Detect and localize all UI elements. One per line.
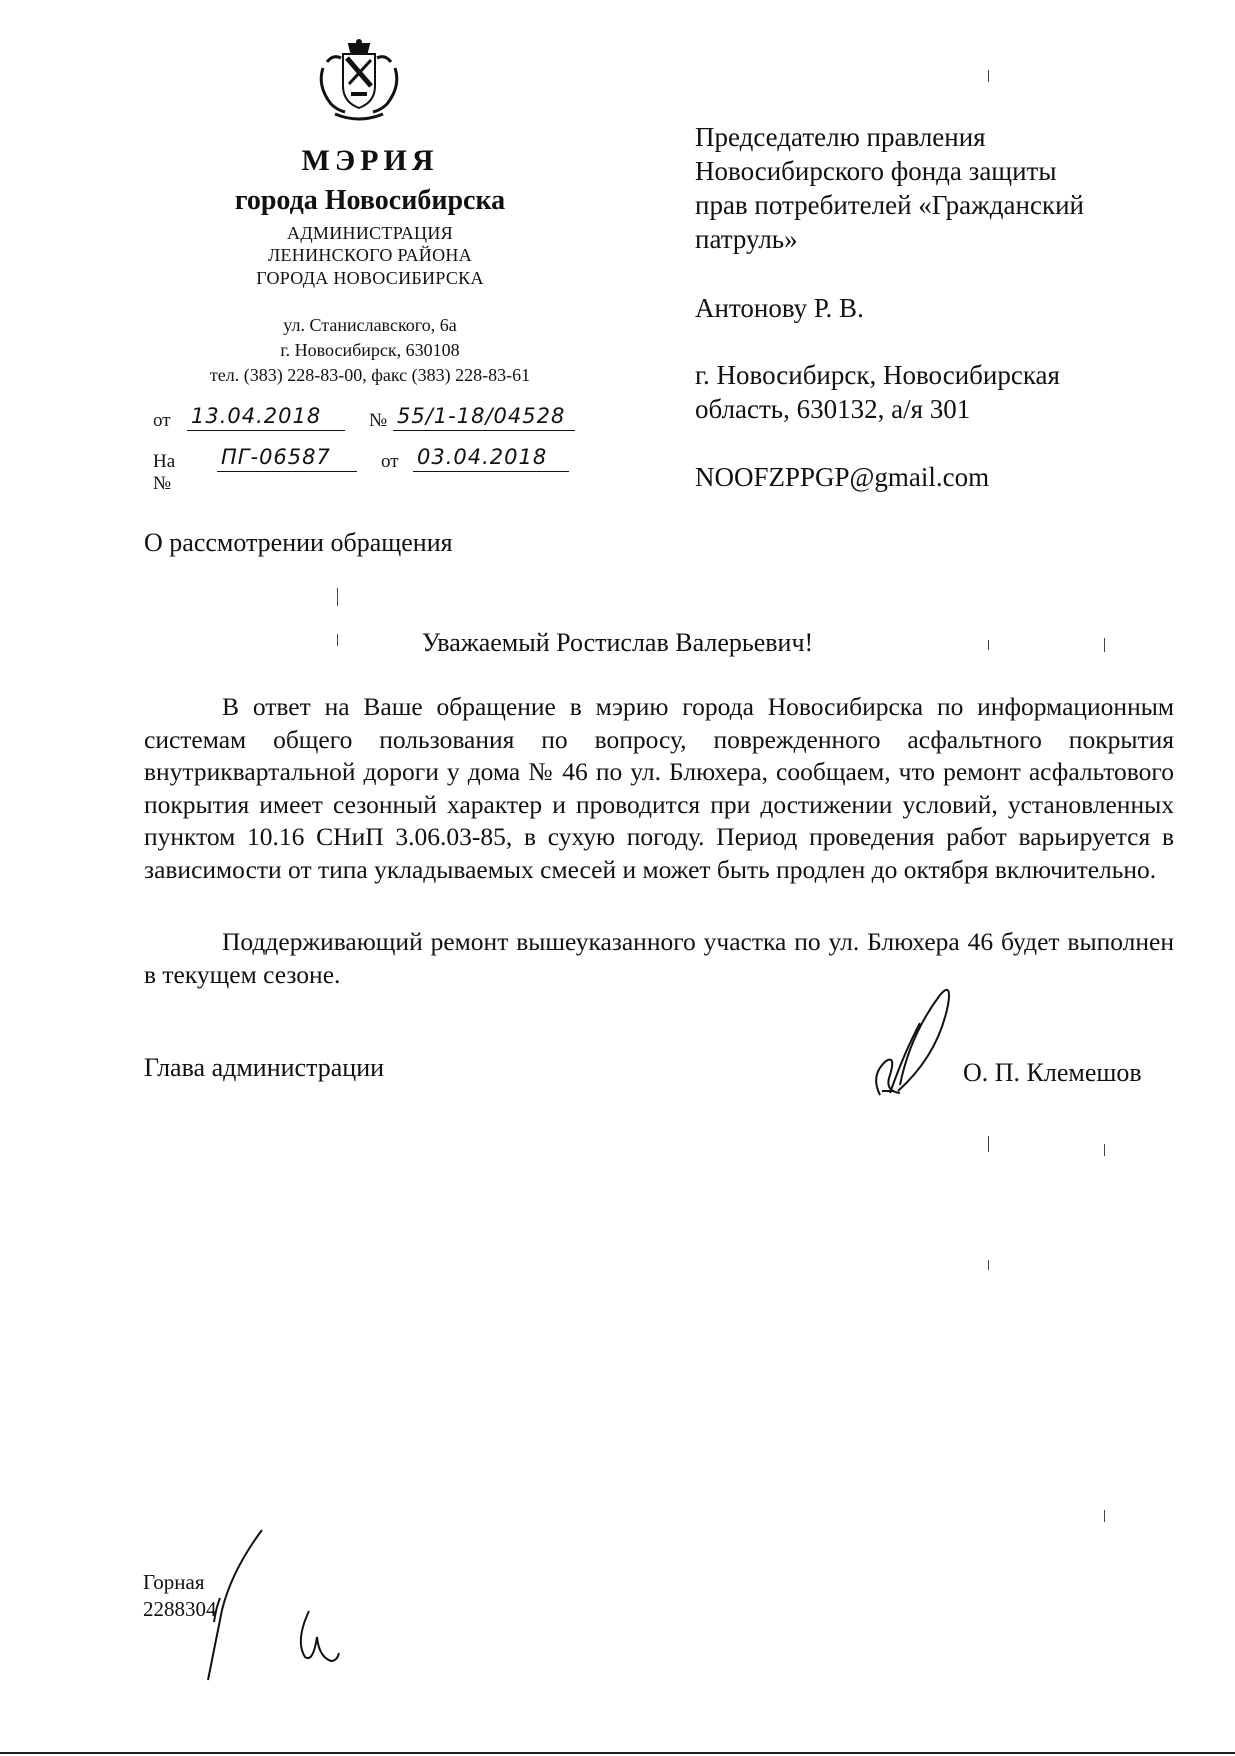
letterhead-city: города Новосибирска [234,185,506,216]
letterhead-phones: тел. (383) 228-83-00, факс (383) 228-83-61 [209,365,531,385]
body-paragraph-1: В ответ на Ваше обращение в мэрию города Новосибирска по информационным системам общего пользования по вопросу, поврежденного асфальтного покрытия внутриквартальной дороги у дома № 46 по ул. Блюхера, сообщаем, что ремонт асфальтового покрытия имеет сезонный характер и проводится при достижении условий, установленных пунктом 10.16 СНиП 3.06.03-85, в сухую погоду. Период проведения работ варьируется в зависимости от типа укладываемых смесей и может быть продлен до октября включительно. [144,692,1174,884]
addressee-position-1: Председателю правления [695,122,986,152]
letterhead-city-upper: ГОРОДА НОВОСИБИРСКА [256,268,484,288]
scan-speck [988,1136,989,1152]
scan-speck [337,588,338,606]
scan-edge-line [0,1752,1235,1754]
scan-speck [988,1260,989,1270]
addressee-address-1: г. Новосибирск, Новосибирская [695,360,1060,390]
ref-number: ПГ-06587 [217,443,357,472]
executor-name: Горная [143,1570,205,1594]
ref-from-label: от [381,451,399,472]
scan-speck [1104,638,1105,652]
letterhead-administration: АДМИНИСТРАЦИЯ [287,223,453,243]
letter-date: 13.04.2018 [187,402,345,431]
coat-of-arms-icon [313,38,405,122]
scan-speck [988,70,989,82]
letterhead-city-zip: г. Новосибирск, 630108 [280,340,460,360]
from-label: от [153,410,171,431]
body-paragraph-2: Поддерживающий ремонт вышеуказанного участка по ул. Блюхера 46 будет выполнен в текущем сезоне. [144,927,1174,989]
letter-greeting: Уважаемый Ростислав Валерьевич! [421,628,814,657]
signer-name: О. П. Клемешов [963,1058,1142,1087]
addressee-email: NOOFZPPGP@gmail.com [695,462,990,492]
number-label: № [369,410,388,431]
addressee-name: Антонову Р. В. [695,293,864,323]
ref-label: На № [153,451,176,494]
addressee-position-4: патруль» [695,224,798,254]
addressee-position-2: Новосибирского фонда защиты [695,156,1057,186]
handwritten-mark [295,1605,365,1665]
addressee-address-2: область, 630132, а/я 301 [695,394,971,424]
executor-initial-mark [190,1528,280,1688]
ref-date: 03.04.2018 [413,443,569,472]
scan-speck [988,640,989,650]
scan-speck [337,634,338,646]
signer-title: Глава администрации [144,1053,385,1082]
letter-number: 55/1-18/04528 [393,402,575,431]
scan-speck [1104,1144,1105,1156]
letter-subject: О рассмотрении обращения [144,528,453,557]
scan-speck [1104,1510,1105,1522]
letterhead-street: ул. Станиславского, 6а [283,315,457,335]
executor-phone: 2288304 [143,1597,217,1621]
addressee-position-3: прав потребителей «Гражданский [695,190,1084,220]
letterhead-district: ЛЕНИНСКОГО РАЙОНА [267,245,473,265]
letterhead-mayor: МЭРИЯ [301,144,439,177]
